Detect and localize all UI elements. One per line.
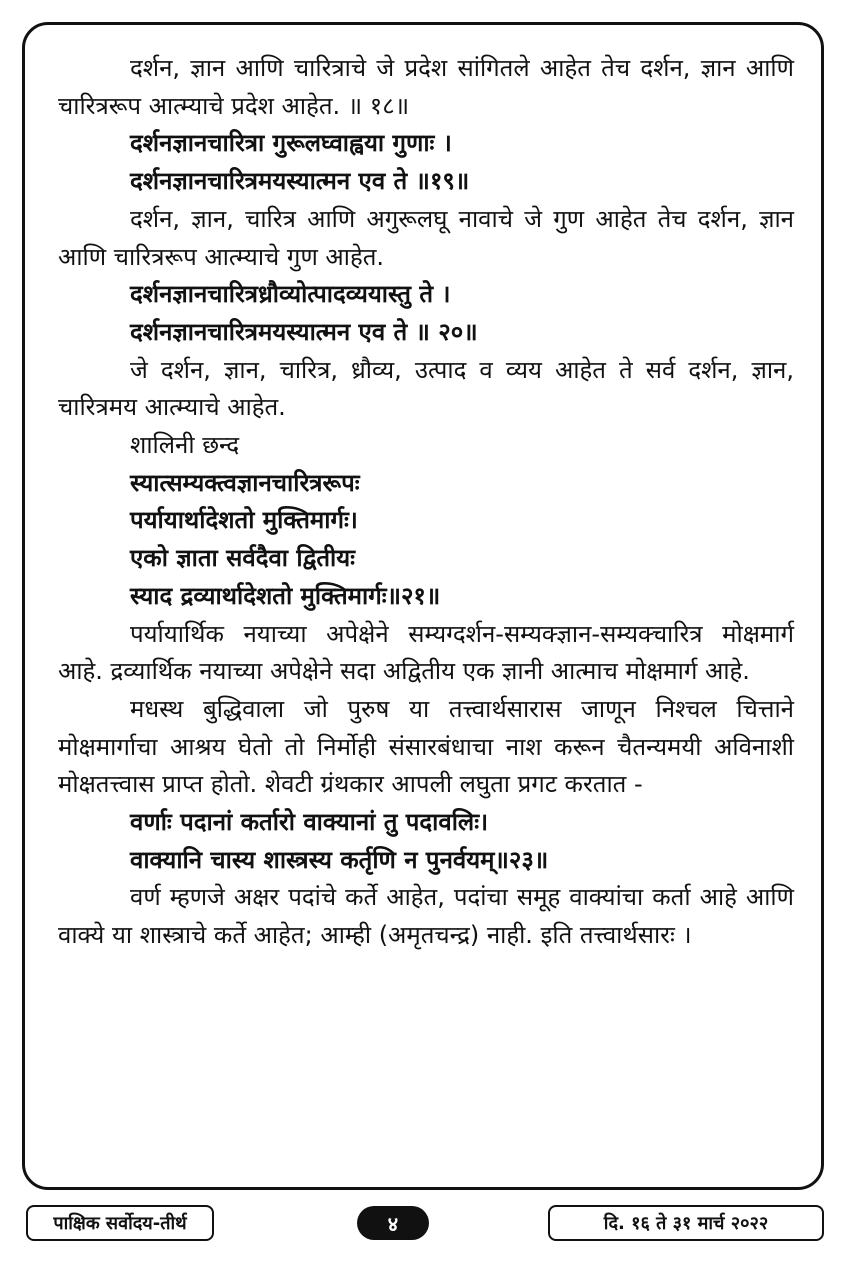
verse-20-line-1: दर्शनज्ञानचारित्रध्रौव्योत्पादव्ययास्तु ते । bbox=[130, 280, 451, 309]
paragraph-5: मधस्थ बुद्धिवाला जो पुरुष या तत्त्वार्थसारास जाणून निश्चल चित्ताने मोक्षमार्गाचा आश्रय घेतो तो निर्मोही संसारबंधाचा नाश करून चैतन्यमयी अविनाशी मोक्षतत्त्वास प्राप्त होतो. शेवटी ग्रंथकार आपली लघुता प्रगट करतात - bbox=[58, 694, 794, 799]
paragraph-3: जे दर्शन, ज्ञान, चारित्र, ध्रौव्य, उत्पाद व व्यय आहेत ते सर्व दर्शन, ज्ञान, चारित्रमय आत्म्याचे आहेत. bbox=[58, 355, 794, 422]
verse-23-line-1: वर्णाः पदानां कर्तारो वाक्यानां तु पदावलिः। bbox=[130, 808, 489, 837]
verse-21-line-2: पर्यायार्थादेशतो मुक्तिमार्गः। bbox=[130, 506, 358, 535]
verse-20-line-2: दर्शनज्ञानचारित्रमयस्यात्मन एव ते ॥ २०॥ bbox=[130, 317, 478, 346]
publication-name: पाक्षिक सर्वोदय-तीर्थ bbox=[53, 1213, 187, 1234]
paragraph-4: पर्यायार्थिक नयाच्या अपेक्षेने सम्यग्दर्शन-सम्यक्ज्ञान-सम्यक्चारित्र मोक्षमार्ग आहे. द्रव्यार्थिक नयाच्या अपेक्षेने सदा अद्वितीय एक ज्ञानी आत्माच मोक्षमार्ग आहे. bbox=[58, 619, 794, 686]
issue-date-box bbox=[548, 1205, 824, 1241]
paragraph-1: दर्शन, ज्ञान आणि चारित्राचे जे प्रदेश सांगितले आहेत तेच दर्शन, ज्ञान आणि चारित्ररूप आत्म्याचे प्रदेश आहेत. ॥ १८॥ bbox=[58, 54, 794, 120]
page-number: ४ bbox=[387, 1211, 399, 1236]
paragraph-2: दर्शन, ज्ञान, चारित्र आणि अगुरूलघू नावाचे जे गुण आहेत तेच दर्शन, ज्ञान आणि चारित्ररूप आत्म्याचे गुण आहेत. bbox=[58, 204, 794, 271]
verse-19-line-1: दर्शनज्ञानचारित्रा गुरूलघ्वाह्वया गुणाः । bbox=[130, 129, 452, 158]
paragraph-6: वर्ण म्हणजे अक्षर पदांचे कर्ते आहेत, पदांचा समूह वाक्यांचा कर्ता आहे आणि वाक्ये या शास्त्राचे कर्ते आहेत; आम्ही (अमृतचन्द्र) नाही. इति तत्त्वार्थसारः । bbox=[58, 883, 794, 950]
page-number-badge bbox=[357, 1206, 429, 1240]
verse-21-line-4: स्याद द्रव्यार्थादेशतो मुक्तिमार्गः॥२१॥ bbox=[130, 581, 441, 610]
issue-date: दि. १६ ते ३१ मार्च २०२२ bbox=[603, 1213, 769, 1234]
verse-21-line-1: स्यात्सम्यक्त्वज्ञानचारित्ररूपः bbox=[130, 468, 360, 497]
meter-heading: शालिनी छन्द bbox=[130, 431, 240, 460]
page-body bbox=[58, 50, 794, 955]
verse-19-line-2: दर्शनज्ञानचारित्रमयस्यात्मन एव ते ॥१९॥ bbox=[130, 167, 470, 196]
verse-21-line-3: एको ज्ञाता सर्वदैवा द्वितीयः bbox=[130, 544, 356, 573]
verse-23-line-2: वाक्यानि चास्य शास्त्रस्य कर्तृणि न पुनर्वयम्॥२३॥ bbox=[130, 845, 549, 874]
publication-name-box bbox=[26, 1205, 214, 1241]
